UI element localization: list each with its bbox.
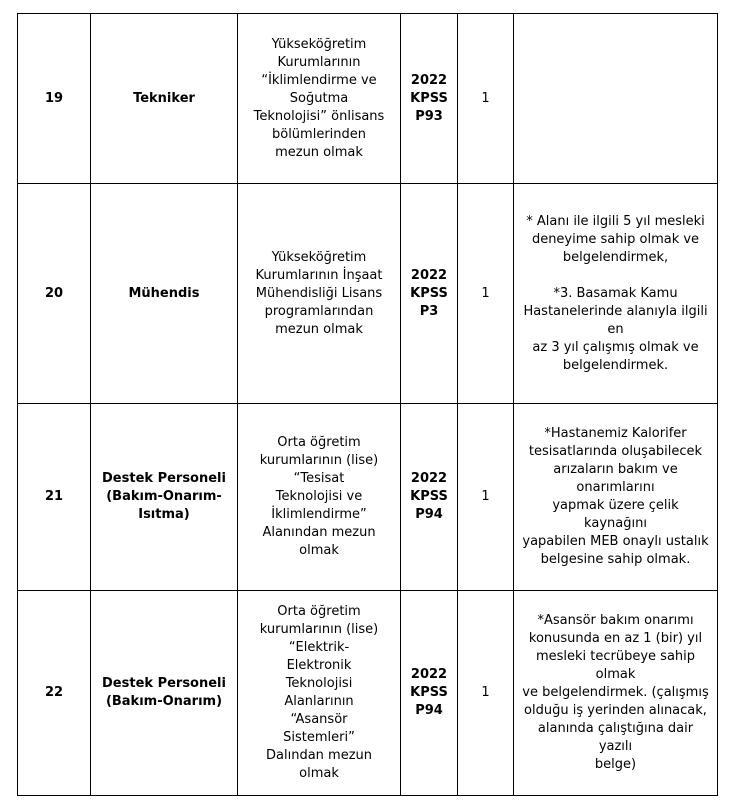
education-requirement: Yükseköğretim Kurumlarının İnşaat Mühendisliği Lisans programlarından mezun olmak [238, 184, 401, 404]
education-requirement: Orta öğretim kurumlarının (lise) “Tesisat Teknolojisi ve İklimlendirme” Alanından mezun olmak [238, 404, 401, 591]
row-number: 21 [18, 404, 91, 591]
position-count: 1 [458, 184, 514, 404]
education-requirement: Yükseköğretim Kurumlarının “İklimlendirme ve Soğutma Teknolojisi” önlisans bölümlerinden mezun olmak [238, 14, 401, 184]
kpss-code: 2022 KPSS P93 [401, 14, 458, 184]
table-row [18, 14, 718, 184]
position-count: 1 [458, 14, 514, 184]
table-row [18, 404, 718, 591]
kpss-code: 2022 KPSS P3 [401, 184, 458, 404]
table-row [18, 591, 718, 796]
extra-requirements: *Hastanemiz Kalorifer tesisatlarında oluşabilecek arızaların bakım ve onarımlarını yapmak üzere çelik kaynağını yapabilen MEB onaylı ustalık belgesine sahip olmak. [514, 404, 718, 591]
kpss-code: 2022 KPSS P94 [401, 404, 458, 591]
positions-table [17, 13, 718, 796]
table-row [18, 184, 718, 404]
extra-requirements: *Asansör bakım onarımı konusunda en az 1 (bir) yıl mesleki tecrübeye sahip olmak ve belgelendirmek. (çalışmış olduğu iş yerinden alınacak, alanında çalıştığına dair yazılı belge) [514, 591, 718, 796]
position-title: Tekniker [91, 14, 238, 184]
kpss-code: 2022 KPSS P94 [401, 591, 458, 796]
position-count: 1 [458, 404, 514, 591]
row-number: 20 [18, 184, 91, 404]
position-title: Destek Personeli (Bakım-Onarım- Isıtma) [91, 404, 238, 591]
education-requirement: Orta öğretim kurumlarının (lise) “Elektrik- Elektronik Teknolojisi Alanlarının “Asansör Sistemleri” Dalından mezun olmak [238, 591, 401, 796]
position-count: 1 [458, 591, 514, 796]
extra-requirements: * Alanı ile ilgili 5 yıl mesleki deneyime sahip olmak ve belgelendirmek, *3. Basamak Kamu Hastanelerinde alanıyla ilgili en az 3 yıl çalışmış olmak ve belgelendirmek. [514, 184, 718, 404]
extra-requirements [514, 14, 718, 184]
position-title: Destek Personeli (Bakım-Onarım) [91, 591, 238, 796]
row-number: 19 [18, 14, 91, 184]
row-number: 22 [18, 591, 91, 796]
position-title: Mühendis [91, 184, 238, 404]
